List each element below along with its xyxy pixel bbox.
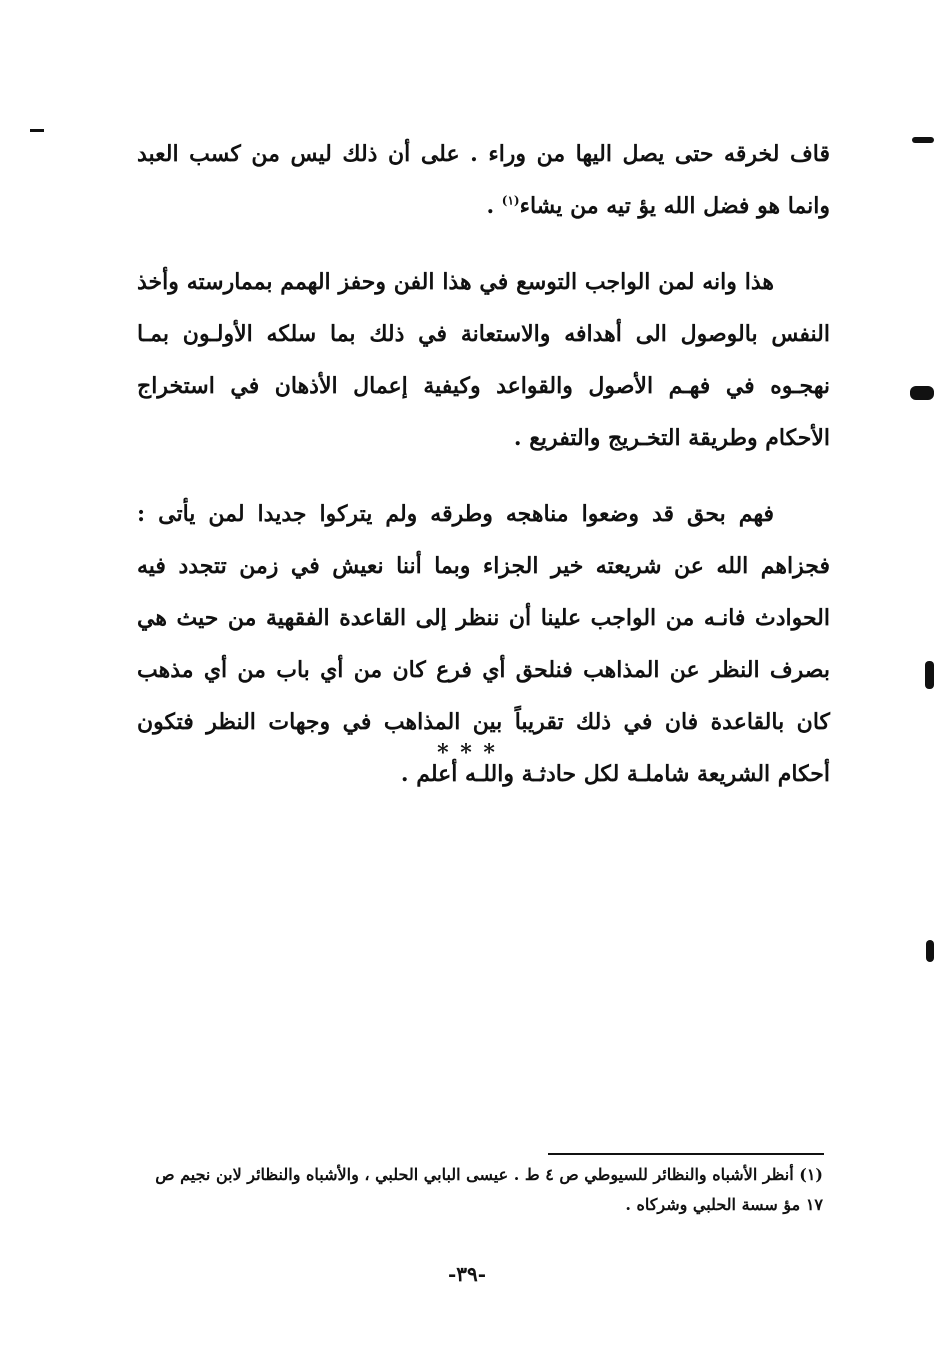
paragraph-1 [137, 128, 830, 232]
scan-margin-mark [925, 661, 934, 689]
paragraph-3: فهم بحق قد وضعوا مناهجه وطرقه ولم يتركوا جديدا لمن يأتى : فجزاهم الله عن شريعته خير الجزاء وبما أننا نعيش في زمن تتجدد فيه الحوادث فانـه من الواجب علينا أن ننظر إلى القاعدة الفقهية من حيث هي بصرف النظر عن المذاهب فنلحق أي فرع كان من أي باب من أي مذهب كان بالقاعدة فان في ذلك تقريباً بين المذاهب في وجهات النظر فتكون أحكام الشريعة شاملـة لكل حادثـة واللـه أعلم . [137, 501, 830, 787]
scan-margin-mark [910, 386, 934, 400]
paragraph-1-text: قاف لخرقه حتى يصل اليها من وراء . على أن ذلك ليس من كسب العبد وانما هو فضل الله يؤ تيه من يشاء [137, 141, 830, 219]
footnote: (١) أنظر الأشباه والنظائر للسيوطي ص ٤ ط . عيسى البابي الحلبي ، والأشباه والنظائر لابن نجيم ص ١٧ مؤ سسة الحلبي وشركاه . [155, 1165, 823, 1214]
footnote-reference: (١) [501, 193, 520, 208]
section-separator: * * * [437, 740, 497, 766]
main-text [137, 128, 830, 824]
scan-margin-mark [30, 129, 44, 132]
footnote-rule [548, 1153, 824, 1155]
scan-margin-mark [912, 137, 934, 143]
paragraph-1-tail: . [486, 193, 502, 219]
paragraph-2: هذا وانه لمن الواجب التوسع في هذا الفن وحفز الهمم بممارسته وأخذ النفس بالوصول الى أهدافه والاستعانة في ذلك بما سلكه الأولـون بمـا نهجـوه في فهـم الأصول والقواعد وكيفية إعمال الأذهان في استخراج الأحكام وطريقة التخـريج والتفريع . [137, 269, 830, 451]
page-number: -٣٩- [447, 1262, 487, 1286]
scan-margin-mark [926, 940, 934, 962]
